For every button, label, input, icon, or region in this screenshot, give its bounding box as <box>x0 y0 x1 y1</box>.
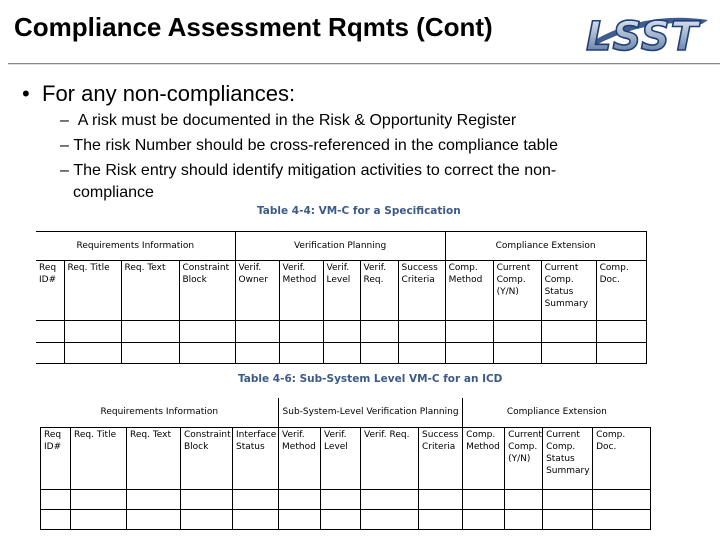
bullet-text: For any non-compliances: <box>42 81 296 106</box>
dash-icon: – <box>60 112 78 129</box>
column-header: Success Criteria <box>419 427 463 489</box>
group-header: Verification Planning <box>235 232 445 261</box>
column-header: Current Comp. Status Summary <box>541 261 596 321</box>
column-header: Verif. Method <box>279 261 323 321</box>
table-row <box>41 509 651 529</box>
column-header: Success Criteria <box>398 261 445 321</box>
column-header: Verif. Level <box>323 261 360 321</box>
column-header: Comp. Method <box>445 261 493 321</box>
table-row <box>36 343 646 364</box>
dash-icon: – <box>60 137 74 154</box>
column-header: Req. Title <box>71 427 127 489</box>
column-header: Comp. Doc. <box>593 427 651 489</box>
column-header: Verif. Method <box>279 427 321 489</box>
slide-title: Compliance Assessment Rqmts (Cont) <box>14 12 493 42</box>
vmc-icd-table <box>40 398 651 530</box>
sub-bullet-1 <box>60 112 516 130</box>
column-header: Current Comp. (Y/N) <box>493 261 541 321</box>
logo-text: LSST <box>586 14 699 60</box>
group-header: Requirements Information <box>36 232 235 261</box>
table-row <box>36 321 646 343</box>
column-header: Verif. Owner <box>235 261 279 321</box>
column-header: Comp. Method <box>463 427 505 489</box>
sub-bullet-text: A risk must be documented in the Risk & Opportunity Register <box>77 112 517 129</box>
table-row <box>41 489 651 509</box>
column-header: Verif. Level <box>321 427 361 489</box>
group-header: Compliance Extension <box>463 398 651 427</box>
column-header: Req. Text <box>121 261 179 321</box>
table1-caption: Table 4-4: VM-C for a Specification <box>257 205 461 217</box>
bullet-dot-icon: • <box>22 81 30 106</box>
column-header: Req ID# <box>41 427 71 489</box>
sub-bullet-text: The risk Number should be cross-referenced in the compliance table <box>73 137 559 154</box>
table2-caption: Table 4-6: Sub-System Level VM-C for an ICD <box>238 373 503 385</box>
column-header: Interface Status <box>233 427 279 489</box>
column-header: Comp. Doc. <box>596 261 646 321</box>
column-header: Current Comp. Status Summary <box>543 427 593 489</box>
dash-icon: – <box>60 162 74 179</box>
group-header: Sub-System-Level Verification Planning <box>279 398 463 427</box>
column-header: Constraint Block <box>181 427 233 489</box>
sub-bullet-3-continuation: compliance <box>73 184 154 201</box>
bullet-item <box>22 81 295 107</box>
column-header: Req. Text <box>127 427 181 489</box>
column-header: Verif. Req. <box>360 261 398 321</box>
title-divider <box>8 63 720 64</box>
group-header: Requirements Information <box>41 398 279 427</box>
column-header: Req. Title <box>64 261 121 321</box>
vmc-spec-table <box>36 231 647 364</box>
sub-bullet-2 <box>60 137 558 155</box>
group-header: Compliance Extension <box>445 232 646 261</box>
column-header: Verif. Req. <box>361 427 419 489</box>
column-header: Constraint Block <box>179 261 235 321</box>
column-header: Req ID# <box>36 261 64 321</box>
sub-bullet-3 <box>60 162 556 180</box>
column-header: Current Comp. (Y/N) <box>505 427 543 489</box>
sub-bullet-text: The Risk entry should identify mitigation activities to correct the non- <box>73 162 557 179</box>
lsst-logo <box>582 4 714 60</box>
